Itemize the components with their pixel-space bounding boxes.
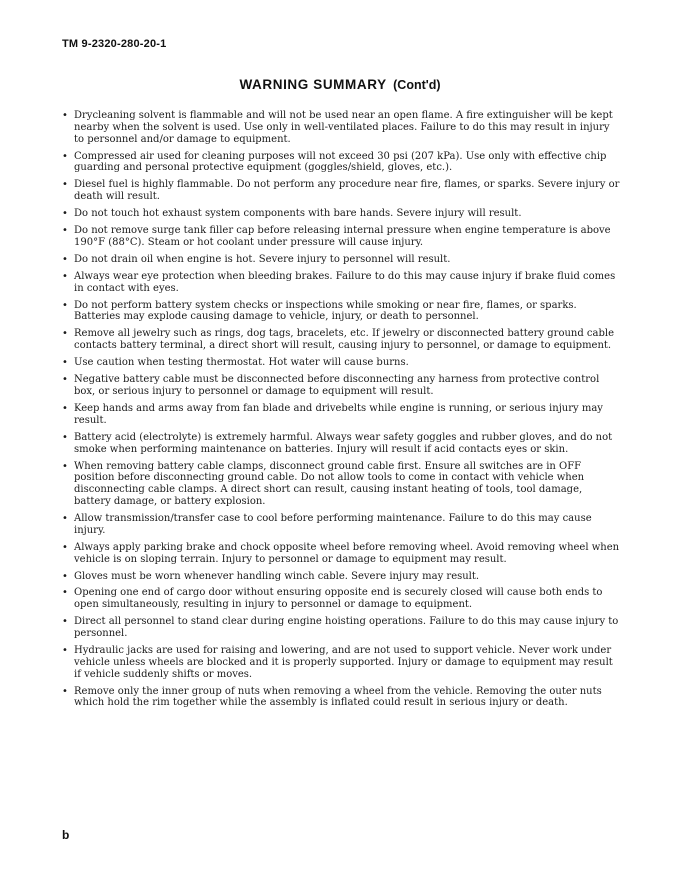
warning-text: Remove all jewelry such as rings, dog tags, bracelets, etc. If jewelry or disconnected battery ground cable contacts battery terminal, a direct short will result, causing injury to personnel, or damage to equipment.	[74, 328, 615, 352]
warning-text: Direct all personnel to stand clear during engine hoisting operations. Failure to do this may cause injury to personnel.	[74, 616, 619, 640]
bullet-icon: •	[62, 541, 68, 553]
bullet-icon: •	[62, 299, 68, 311]
warning-text: Diesel fuel is highly flammable. Do not perform any procedure near fire, flames, or sparks. Severe injury or death will result.	[74, 179, 620, 203]
bullet-icon: •	[62, 225, 68, 237]
warning-text: Battery acid (electrolyte) is extremely harmful. Always wear safety goggles and rubber gloves, and do not smoke when performing maintenance on batteries. Injury will result if acid contacts eyes or skin.	[74, 431, 613, 455]
warning-item	[62, 151, 622, 175]
bullet-icon: •	[62, 685, 68, 697]
bullet-icon: •	[62, 431, 68, 443]
warning-item	[62, 461, 622, 508]
bullet-icon: •	[62, 616, 68, 628]
warning-item	[62, 686, 622, 710]
warning-item	[62, 616, 622, 640]
bullet-icon: •	[62, 328, 68, 340]
bullet-icon: •	[62, 253, 68, 265]
warning-text: Compressed air used for cleaning purposes will not exceed 30 psi (207 kPa). Use only with effective chip guarding and personal protective equipment (goggles/shield, gloves, etc.).	[74, 150, 607, 174]
warning-text: When removing battery cable clamps, disconnect ground cable first. Ensure all switches are in OFF position before disconnecting ground cable. Do not allow tools to come in contact with vehicle when disconnecting cable clamps. A direct short can result, causing instant heating of tools, tool damage, battery damage, or battery explosion.	[74, 460, 585, 507]
bullet-icon: •	[62, 460, 68, 472]
bullet-icon: •	[62, 357, 68, 369]
title-main: WARNING SUMMARY	[239, 77, 387, 92]
bullet-icon: •	[62, 150, 68, 162]
warning-item	[62, 179, 622, 203]
bullet-icon: •	[62, 179, 68, 191]
warning-list	[62, 110, 622, 714]
warning-text: Keep hands and arms away from fan blade and drivebelts while engine is running, or serious injury may result.	[74, 403, 603, 426]
warning-item	[62, 357, 622, 369]
warning-text: Always wear eye protection when bleeding brakes. Failure to do this may cause injury if brake fluid comes in contact with eyes.	[74, 270, 616, 294]
warning-text: Allow transmission/transfer case to cool before performing maintenance. Failure to do this may cause injury.	[74, 512, 592, 536]
warning-text: Do not touch hot exhaust system components with bare hands. Severe injury will result.	[74, 208, 522, 220]
warning-item	[62, 513, 622, 537]
warning-text: Always apply parking brake and chock opposite wheel before removing wheel. Avoid removing wheel when vehicle is on sloping terrain. Injury to personnel or damage to equipment may result.	[74, 541, 620, 565]
warning-text: Do not remove surge tank filler cap before releasing internal pressure when engine temperature is above 190°F (88°C). Steam or hot coolant under pressure will cause injury.	[74, 225, 611, 248]
warning-text: Drycleaning solvent is flammable and will not be used near an open flame. A fire extinguisher will be kept nearby when the solvent is used. Use only in well-ventilated places. Failure to do this may result in injury to personnel and/or damage to equipment.	[74, 110, 613, 145]
warning-text: Remove only the inner group of nuts when removing a wheel from the vehicle. Removing the outer nuts which hold the rim together while the assembly is inflated could result in serious injury or death.	[74, 685, 602, 709]
title-cont: (Cont'd)	[393, 78, 441, 92]
warning-text: Hydraulic jacks are used for raising and lowering, and are not used to support vehicle. Never work under vehicle unless wheels are blocked and it is properly supported. Injury or damage to equipment may result if vehicle suddenly shifts or moves.	[74, 645, 613, 680]
bullet-icon: •	[62, 645, 68, 657]
warning-text: Do not perform battery system checks or inspections while smoking or near fire, flames, or sparks. Batteries may explode causing damage to vehicle, injury, or death to personnel.	[74, 299, 577, 323]
warning-item	[62, 374, 622, 398]
warning-text: Do not drain oil when engine is hot. Severe injury to personnel will result.	[74, 253, 451, 265]
warning-text: Gloves must be worn whenever handling winch cable. Severe injury may result.	[74, 570, 480, 582]
warning-item	[62, 403, 622, 427]
warning-item	[62, 208, 622, 220]
bullet-icon: •	[62, 270, 68, 282]
warning-item	[62, 328, 622, 352]
warning-item	[62, 300, 622, 324]
warning-text: Use caution when testing thermostat. Hot water will cause burns.	[74, 357, 409, 369]
warning-item	[62, 254, 622, 266]
bullet-icon: •	[62, 587, 68, 599]
bullet-icon: •	[62, 110, 68, 121]
bullet-icon: •	[62, 570, 68, 582]
bullet-icon: •	[62, 512, 68, 524]
page-number: b	[62, 828, 70, 842]
warning-item	[62, 542, 622, 566]
warning-item	[62, 432, 622, 456]
warning-item	[62, 225, 622, 249]
bullet-icon: •	[62, 208, 68, 220]
warning-text: Opening one end of cargo door without ensuring opposite end is securely closed will cause both ends to open simultaneously, resulting in injury to personnel or damage to equipment.	[74, 587, 603, 611]
warning-item	[62, 571, 622, 583]
warning-item	[62, 271, 622, 295]
warning-item	[62, 110, 622, 145]
tm-number: TM 9-2320-280-20-1	[62, 38, 167, 50]
warning-item	[62, 645, 622, 680]
warning-item	[62, 587, 622, 611]
warning-text: Negative battery cable must be disconnected before disconnecting any harness from protective control box, or serious injury to personnel or damage to equipment will result.	[74, 374, 600, 398]
bullet-icon: •	[62, 403, 68, 414]
bullet-icon: •	[62, 374, 68, 386]
page-title	[0, 76, 680, 94]
